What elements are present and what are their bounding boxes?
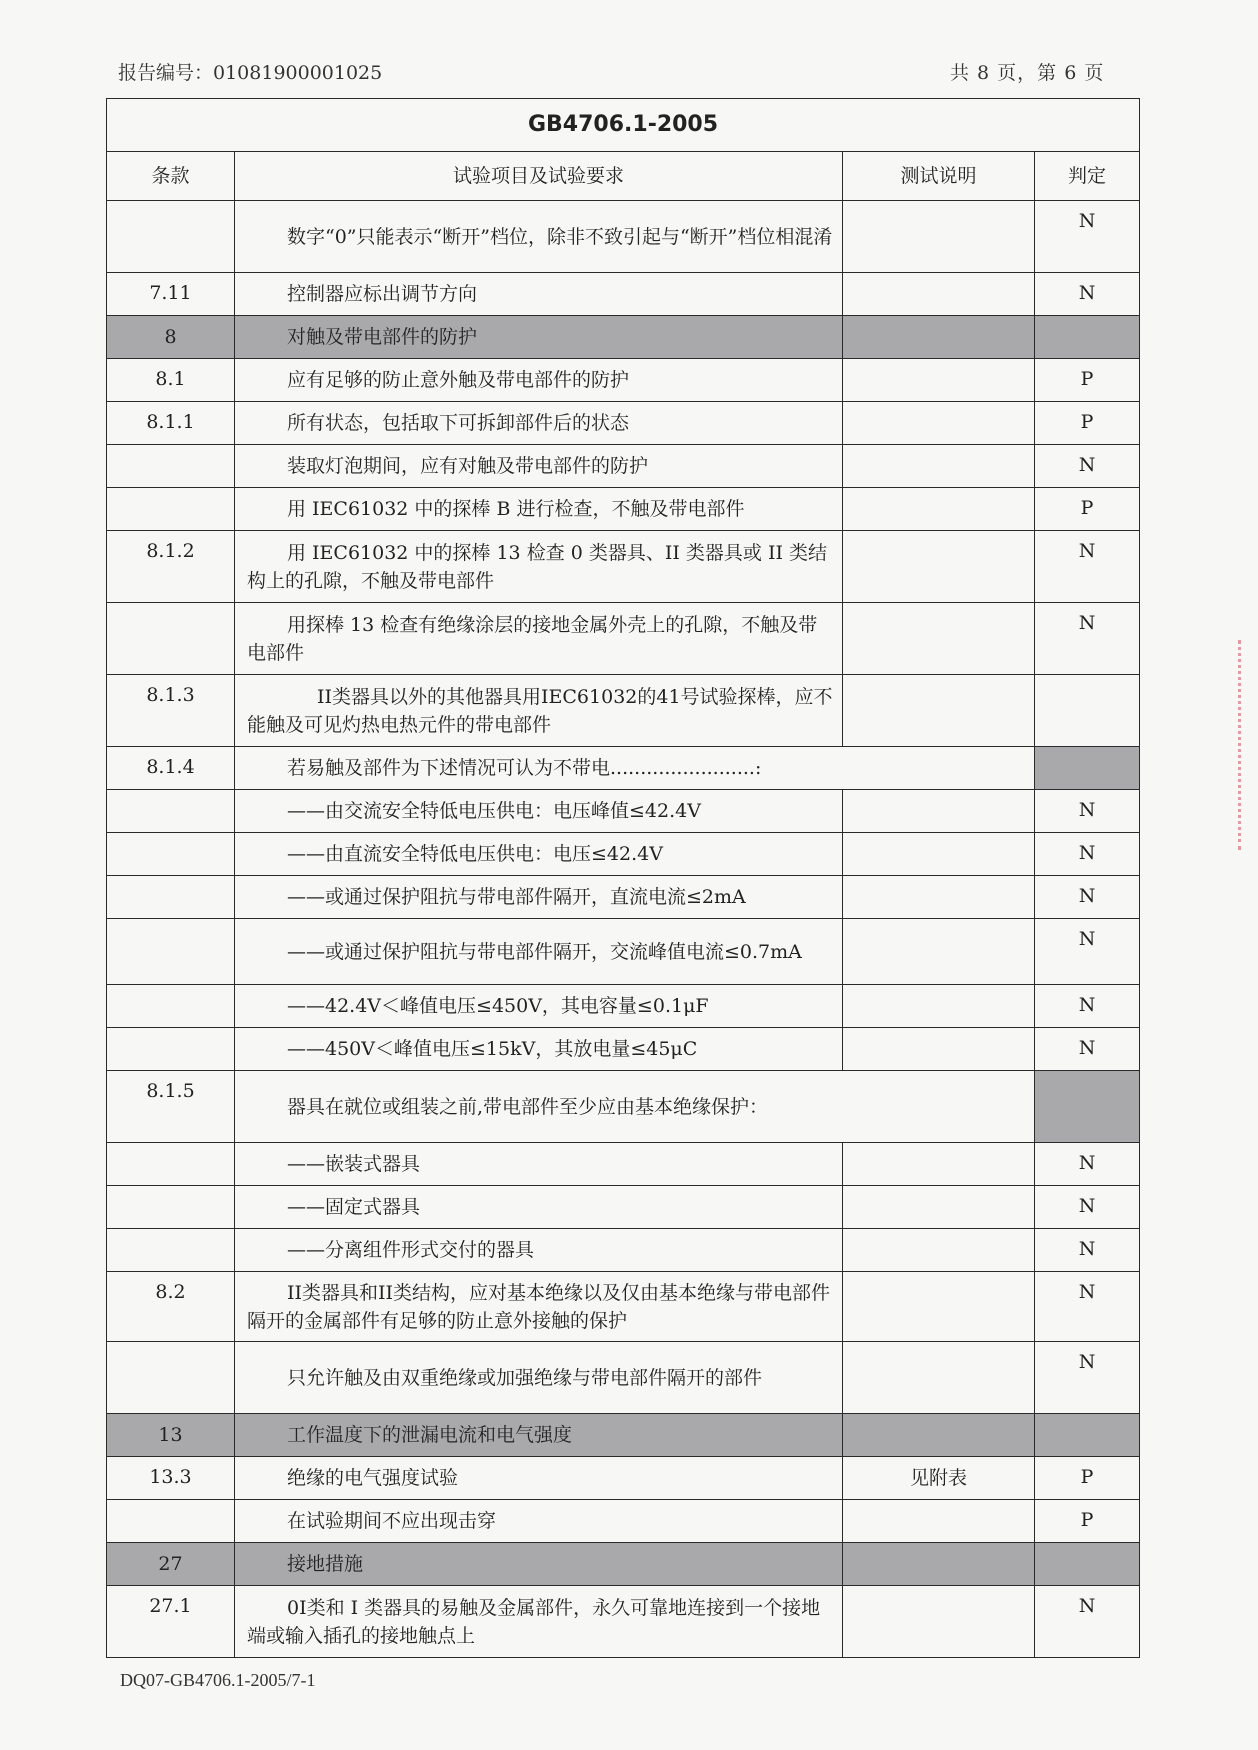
table-row [107, 1457, 1140, 1500]
test-note-cell [843, 1543, 1035, 1586]
requirement-cell [235, 488, 843, 531]
requirement-text: 接地措施 [287, 1553, 364, 1575]
requirement-cell [235, 876, 843, 919]
requirement-cell [235, 531, 843, 603]
requirement-cell [235, 1028, 843, 1071]
test-report-table [106, 98, 1140, 1658]
requirement-text: 若易触及部件为下述情况可认为不带电........................: [287, 757, 762, 779]
clause-cell [107, 1028, 235, 1071]
requirement-text: 所有状态，包括取下可拆卸部件后的状态 [287, 412, 630, 434]
table-row [107, 833, 1140, 876]
verdict-cell [1035, 316, 1140, 359]
requirement-cell [235, 675, 843, 747]
test-note-cell [843, 445, 1035, 488]
clause-cell: 27 [107, 1543, 235, 1586]
requirement-text: ——分离组件形式交付的器具 [287, 1239, 535, 1261]
clause-cell: 27.1 [107, 1586, 235, 1658]
verdict-cell [1035, 1543, 1140, 1586]
test-note-cell [843, 1342, 1035, 1414]
clause-cell [107, 603, 235, 675]
section-row [107, 316, 1140, 359]
test-note-cell [843, 402, 1035, 445]
report-number: 报告编号：01081900001025 [118, 62, 383, 84]
verdict-cell: N [1035, 531, 1140, 603]
table-row [107, 876, 1140, 919]
table-row [107, 747, 1140, 790]
clause-cell: 8.1.5 [107, 1071, 235, 1143]
requirement-cell [235, 1229, 843, 1272]
clause-cell: 7.11 [107, 273, 235, 316]
requirement-text: 用探棒 13 检查有绝缘涂层的接地金属外壳上的孔隙，不触及带电部件 [247, 613, 818, 664]
table-row [107, 1272, 1140, 1342]
requirement-cell [235, 316, 843, 359]
verdict-cell [1035, 747, 1140, 790]
column-header-test-note: 测试说明 [843, 152, 1035, 201]
requirement-text: ——450V＜峰值电压≤15kV，其放电量≤45μC [287, 1038, 698, 1060]
requirement-cell [235, 790, 843, 833]
verdict-cell: N [1035, 919, 1140, 985]
clause-cell [107, 876, 235, 919]
clause-cell: 8.1.4 [107, 747, 235, 790]
requirement-text: ——或通过保护阻抗与带电部件隔开，交流峰值电流≤0.7mA [287, 940, 802, 963]
table-row [107, 531, 1140, 603]
requirement-cell [235, 985, 843, 1028]
clause-cell [107, 488, 235, 531]
table-row [107, 1342, 1140, 1414]
requirement-text: 只允许触及由双重绝缘或加强绝缘与带电部件隔开的部件 [287, 1366, 763, 1389]
requirement-cell [235, 747, 1035, 790]
verdict-cell: N [1035, 1143, 1140, 1186]
section-row [107, 1543, 1140, 1586]
verdict-cell: N [1035, 1586, 1140, 1658]
test-note-cell [843, 488, 1035, 531]
clause-cell [107, 985, 235, 1028]
clause-cell [107, 201, 235, 273]
requirement-cell [235, 273, 843, 316]
table-row [107, 1028, 1140, 1071]
test-note-cell [843, 1414, 1035, 1457]
requirement-cell [235, 603, 843, 675]
requirement-cell [235, 1457, 843, 1500]
clause-cell [107, 1229, 235, 1272]
clause-cell: 8.1 [107, 359, 235, 402]
verdict-cell: N [1035, 876, 1140, 919]
requirement-text: ——由直流安全特低电压供电：电压≤42.4V [287, 843, 663, 865]
requirement-cell [235, 1342, 843, 1414]
requirement-text: ——嵌装式器具 [287, 1153, 421, 1175]
requirement-text: ——42.4V＜峰值电压≤450V，其电容量≤0.1μF [287, 995, 709, 1017]
requirement-text: 应有足够的防止意外触及带电部件的防护 [287, 369, 630, 391]
verdict-cell: N [1035, 790, 1140, 833]
table-row [107, 1143, 1140, 1186]
verdict-cell: P [1035, 488, 1140, 531]
table-row [107, 675, 1140, 747]
test-note-cell [843, 985, 1035, 1028]
verdict-cell: P [1035, 402, 1140, 445]
test-note-cell [843, 603, 1035, 675]
requirement-cell [235, 201, 843, 273]
verdict-cell: P [1035, 359, 1140, 402]
test-note-cell: 见附表 [843, 1457, 1035, 1500]
verdict-cell: N [1035, 201, 1140, 273]
requirement-cell [235, 1586, 843, 1658]
requirement-cell [235, 445, 843, 488]
test-note-cell [843, 833, 1035, 876]
requirement-text: 工作温度下的泄漏电流和电气强度 [287, 1424, 573, 1446]
table-row [107, 1071, 1140, 1143]
verdict-cell [1035, 1414, 1140, 1457]
clause-cell: 8.1.2 [107, 531, 235, 603]
table-row [107, 985, 1140, 1028]
verdict-cell: N [1035, 445, 1140, 488]
test-note-cell [843, 1586, 1035, 1658]
clause-cell: 13.3 [107, 1457, 235, 1500]
table-row [107, 790, 1140, 833]
verdict-cell [1035, 1071, 1140, 1143]
requirement-text: 在试验期间不应出现击穿 [287, 1510, 497, 1532]
table-row [107, 488, 1140, 531]
verdict-cell: N [1035, 1028, 1140, 1071]
requirement-cell [235, 1272, 843, 1342]
requirement-cell [235, 1414, 843, 1457]
requirement-text: ——固定式器具 [287, 1196, 421, 1218]
requirement-cell [235, 833, 843, 876]
requirement-text: II类器具以外的其他器具用IEC61032的41号试验探棒，应不能触及可见灼热电热元件的带电部件 [247, 685, 833, 736]
clause-cell [107, 1143, 235, 1186]
verdict-cell: N [1035, 833, 1140, 876]
test-note-cell [843, 1143, 1035, 1186]
test-note-cell [843, 1500, 1035, 1543]
test-note-cell [843, 359, 1035, 402]
requirement-cell [235, 1186, 843, 1229]
page-indicator: 共 8 页，第 6 页 [950, 62, 1105, 84]
requirement-text: 装取灯泡期间，应有对触及带电部件的防护 [287, 455, 649, 477]
table-row [107, 273, 1140, 316]
requirement-cell [235, 1500, 843, 1543]
clause-cell [107, 919, 235, 985]
table-title: GB4706.1-2005 [107, 99, 1140, 152]
verdict-cell: N [1035, 1342, 1140, 1414]
column-header-requirement: 试验项目及试验要求 [235, 152, 843, 201]
test-note-cell [843, 790, 1035, 833]
requirement-cell [235, 402, 843, 445]
column-header-clause: 条款 [107, 152, 235, 201]
verdict-cell: N [1035, 603, 1140, 675]
test-note-cell [843, 316, 1035, 359]
verdict-cell: N [1035, 985, 1140, 1028]
column-header-verdict: 判定 [1035, 152, 1140, 201]
verdict-cell: P [1035, 1457, 1140, 1500]
clause-cell [107, 445, 235, 488]
clause-cell [107, 1186, 235, 1229]
clause-cell: 8.1.3 [107, 675, 235, 747]
test-note-cell [843, 1028, 1035, 1071]
clause-cell [107, 833, 235, 876]
test-note-cell [843, 675, 1035, 747]
table-row [107, 1500, 1140, 1543]
requirement-text: 对触及带电部件的防护 [287, 326, 478, 348]
requirement-text: 数字“0”只能表示“断开”档位，除非不致引起与“断开”档位相混淆 [287, 225, 833, 248]
table-row [107, 919, 1140, 985]
table-row [107, 402, 1140, 445]
clause-cell [107, 1500, 235, 1543]
verdict-cell: N [1035, 1229, 1140, 1272]
table-row [107, 201, 1140, 273]
clause-cell: 13 [107, 1414, 235, 1457]
section-row [107, 1414, 1140, 1457]
verdict-cell: N [1035, 1186, 1140, 1229]
verdict-cell: N [1035, 273, 1140, 316]
table-row [107, 1229, 1140, 1272]
requirement-cell [235, 359, 843, 402]
requirement-text: 用 IEC61032 中的探棒 13 检查 0 类器具、II 类器具或 II 类结构上的孔隙，不触及带电部件 [247, 541, 827, 592]
test-note-cell [843, 201, 1035, 273]
table-row [107, 445, 1140, 488]
requirement-text: 0I类和 I 类器具的易触及金属部件，永久可靠地连接到一个接地端或输入插孔的接地触点上 [247, 1596, 821, 1647]
requirement-cell [235, 1543, 843, 1586]
test-note-cell [843, 919, 1035, 985]
seal-stamp-edge [1238, 640, 1258, 850]
test-note-cell [843, 1272, 1035, 1342]
requirement-text: 绝缘的电气强度试验 [287, 1467, 459, 1489]
requirement-text: 器具在就位或组装之前,带电部件至少应由基本绝缘保护： [287, 1095, 769, 1118]
table-row [107, 603, 1140, 675]
clause-cell [107, 1342, 235, 1414]
requirement-cell [235, 1143, 843, 1186]
verdict-cell: P [1035, 1500, 1140, 1543]
requirement-text: ——由交流安全特低电压供电：电压峰值≤42.4V [287, 800, 701, 822]
test-note-cell [843, 273, 1035, 316]
clause-cell [107, 790, 235, 833]
test-note-cell [843, 876, 1035, 919]
requirement-text: II类器具和II类结构，应对基本绝缘以及仅由基本绝缘与带电部件隔开的金属部件有足够的防止意外接触的保护 [247, 1281, 831, 1332]
verdict-cell [1035, 675, 1140, 747]
clause-cell: 8.2 [107, 1272, 235, 1342]
clause-cell: 8 [107, 316, 235, 359]
requirement-cell [235, 919, 843, 985]
table-row [107, 359, 1140, 402]
requirement-text: ——或通过保护阻抗与带电部件隔开，直流电流≤2mA [287, 886, 746, 908]
table-row [107, 1586, 1140, 1658]
form-code: DQ07-GB4706.1-2005/7-1 [120, 1670, 316, 1690]
table-row [107, 1186, 1140, 1229]
clause-cell: 8.1.1 [107, 402, 235, 445]
requirement-text: 控制器应标出调节方向 [287, 283, 478, 305]
requirement-text: 用 IEC61032 中的探棒 B 进行检查，不触及带电部件 [287, 498, 745, 520]
test-note-cell [843, 1186, 1035, 1229]
test-note-cell [843, 1229, 1035, 1272]
test-note-cell [843, 531, 1035, 603]
requirement-cell [235, 1071, 1035, 1143]
verdict-cell: N [1035, 1272, 1140, 1342]
